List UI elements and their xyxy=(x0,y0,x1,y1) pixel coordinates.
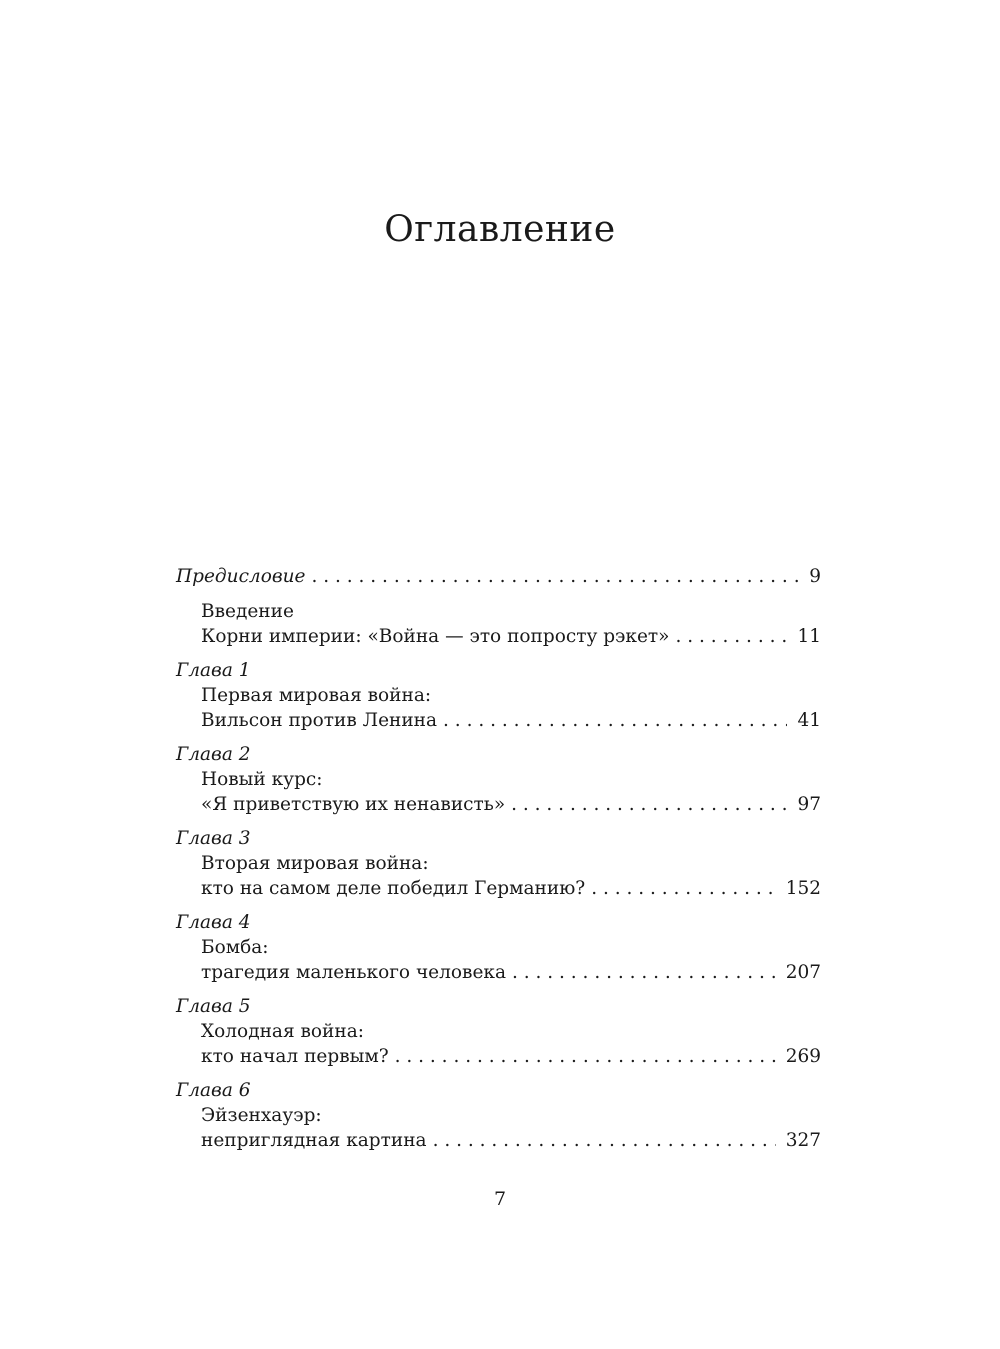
page-ref: 152 xyxy=(785,878,821,899)
dot-leader xyxy=(395,1044,776,1069)
chapter-title-line2: «Я приветствую их ненависть» xyxy=(201,794,506,815)
chapter-title-line1: Вторая мировая война: xyxy=(201,853,429,874)
table-of-contents xyxy=(176,564,821,1162)
toc-entry-chapter-6 xyxy=(176,1078,821,1153)
chapter-label: Глава 2 xyxy=(176,744,251,765)
page-title: Оглавление xyxy=(384,209,616,251)
toc-entry-chapter-3 xyxy=(176,826,821,901)
dot-leader xyxy=(675,624,787,649)
dot-leader xyxy=(443,708,787,733)
page-ref: 11 xyxy=(797,626,821,647)
intro-label: Введение xyxy=(201,601,294,622)
chapter-title-line2: трагедия маленького человека xyxy=(201,962,506,983)
chapter-title-line1: Эйзенхауэр: xyxy=(201,1105,322,1126)
chapter-title-line1: Бомба: xyxy=(201,937,269,958)
dot-leader xyxy=(591,876,775,901)
page-ref: 41 xyxy=(797,710,821,731)
page-ref: 327 xyxy=(785,1130,821,1151)
toc-line xyxy=(176,960,821,985)
chapter-title-line1: Холодная война: xyxy=(201,1021,364,1042)
toc-entry-chapter-2 xyxy=(176,742,821,817)
toc-entry-preface xyxy=(176,564,821,589)
page-ref: 207 xyxy=(785,962,821,983)
intro-title: Корни империи: «Война — это попросту рэкет» xyxy=(201,626,670,647)
chapter-label: Глава 4 xyxy=(176,912,251,933)
chapter-title-line1: Первая мировая война: xyxy=(201,685,432,706)
chapter-label: Глава 6 xyxy=(176,1080,251,1101)
page-number: 7 xyxy=(493,1188,507,1210)
chapter-title-line2: неприглядная картина xyxy=(201,1130,427,1151)
chapter-title-line2: кто на самом деле победил Германию? xyxy=(201,878,586,899)
toc-entry-chapter-1 xyxy=(176,658,821,733)
page-ref: 9 xyxy=(809,566,821,587)
toc-entry-intro xyxy=(176,599,821,649)
chapter-title-line2: кто начал первым? xyxy=(201,1046,389,1067)
chapter-title-line1: Новый курс: xyxy=(201,769,323,790)
page-ref: 269 xyxy=(785,1046,821,1067)
toc-line xyxy=(176,708,821,733)
dot-leader xyxy=(433,1128,776,1153)
chapter-label: Глава 5 xyxy=(176,996,251,1017)
dot-leader xyxy=(512,960,776,985)
toc-line xyxy=(176,1044,821,1069)
toc-entry-chapter-4 xyxy=(176,910,821,985)
dot-leader xyxy=(511,792,787,817)
toc-line xyxy=(176,624,821,649)
chapter-label: Глава 3 xyxy=(176,828,251,849)
chapter-label: Глава 1 xyxy=(176,660,251,681)
toc-line xyxy=(176,1128,821,1153)
preface-label: Предисловие xyxy=(176,566,306,587)
toc-entry-chapter-5 xyxy=(176,994,821,1069)
chapter-title-line2: Вильсон против Ленина xyxy=(201,710,438,731)
page-ref: 97 xyxy=(797,794,821,815)
toc-line xyxy=(176,876,821,901)
toc-line xyxy=(176,564,821,589)
toc-line xyxy=(176,792,821,817)
dot-leader xyxy=(311,564,799,589)
